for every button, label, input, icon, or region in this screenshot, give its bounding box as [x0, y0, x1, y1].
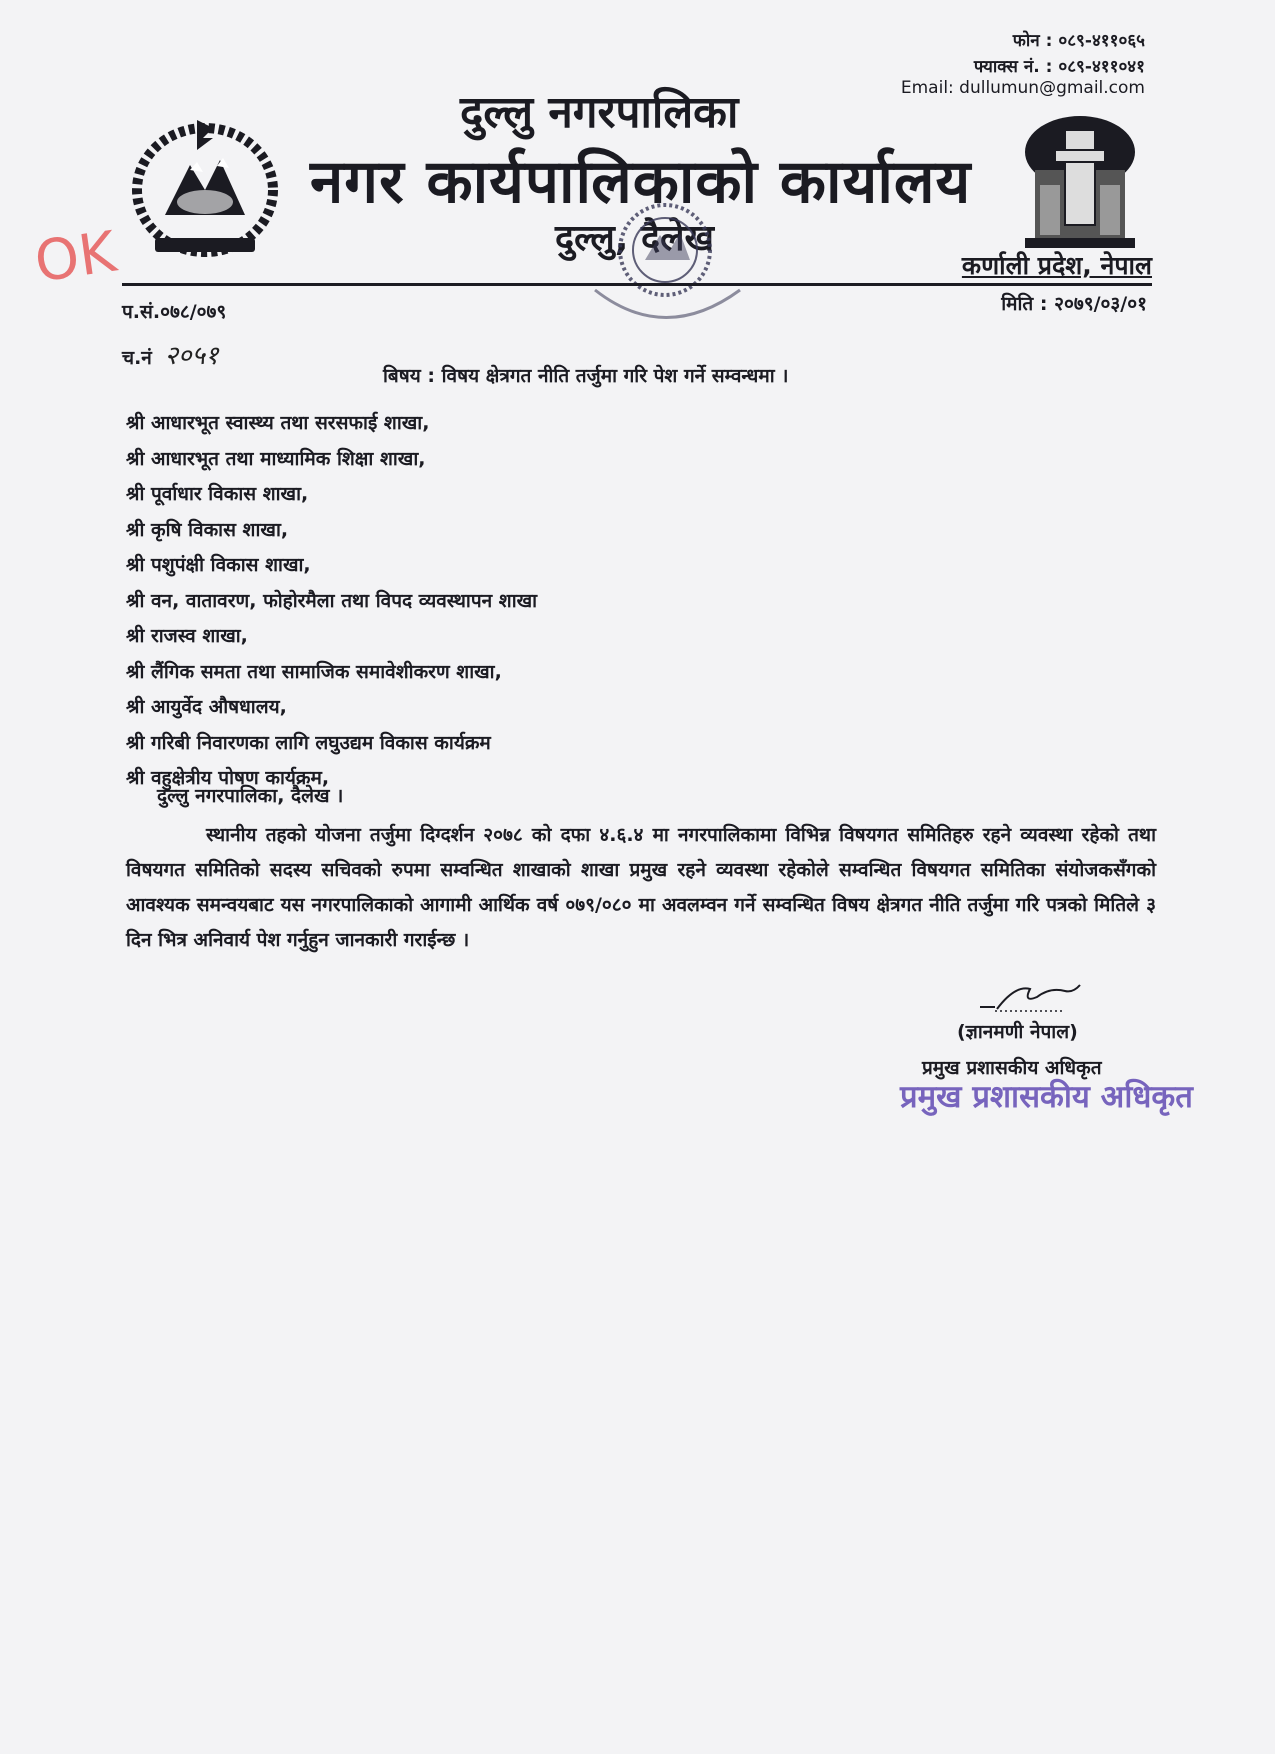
recipient-item: श्री वन, वातावरण, फोहोरमैला तथा विपद व्यवस्थापन शाखा	[126, 589, 538, 612]
letter-body: स्थानीय तहको योजना तर्जुमा दिग्दर्शन २०७८ को दफा ४.६.४ मा नगरपालिकामा विभिन्न विषयगत समितिहरु रहने व्यवस्था रहेको तथा विषयगत समितिको सदस्य सचिवको रुपमा सम्वन्धित शाखाको शाखा प्रमुख रहने व्यवस्था रहेकोले सम्वन्धित विषयगत समितिका संयोजकसँगको आवश्यक समन्वयबाट यस नगरपालिकाको आगामी आर्थिक वर्ष ०७९/०८० मा अवलम्वन गर्ने सम्वन्धित विषय क्षेत्रगत नीति तर्जुमा गरि पत्रको मितिले ३ दिन भित्र अनिवार्य पेश गर्नुहुन जानकारी गराईन्छ ।	[126, 824, 1156, 951]
letter-subject: बिषय : विषय क्षेत्रगत नीति तर्जुमा गरि पेश गर्ने सम्वन्धमा ।	[383, 365, 789, 387]
designation-stamp: प्रमुख प्रशासकीय अधिकृत	[900, 1079, 1193, 1115]
municipality-name: दुल्लु नगरपालिका	[460, 87, 739, 138]
dispatch-label: च.नं	[122, 347, 152, 369]
letter-date: मिति : २०७९/०३/०१	[1001, 293, 1147, 315]
recipient-item: श्री पशुपंक्षी विकास शाखा,	[126, 554, 311, 576]
recipient-item: श्री लैंगिक समता तथा सामाजिक समावेशीकरण शाखा,	[126, 660, 502, 683]
office-seal-stamp	[575, 195, 755, 355]
ok-handwritten-mark: OK	[30, 219, 120, 296]
office-address: दुल्लु, दैलेख	[555, 218, 714, 259]
reference-number: प.सं.०७८/०७९	[122, 301, 227, 323]
recipient-item: श्री राजस्व शाखा,	[126, 625, 248, 647]
email-address: Email: dullumun@gmail.com	[900, 78, 1145, 98]
recipient-item: श्री वहुक्षेत्रीय पोषण कार्यक्रम,	[126, 767, 330, 789]
fax-number: फ्याक्स नं. : ०८९-४११०४१	[973, 57, 1145, 77]
recipient-item: श्री गरिबी निवारणका लागि लघुउद्यम विकास कार्यक्रम	[126, 731, 491, 754]
province-name: कर्णाली प्रदेश, नेपाल	[961, 251, 1152, 280]
signatory-name: (ज्ञानमणी नेपाल)	[957, 1021, 1078, 1043]
recipient-item: श्री आधारभूत स्वास्थ्य तथा सरसफाई शाखा,	[126, 412, 430, 434]
signatory-title: प्रमुख प्रशासकीय अधिकृत	[922, 1057, 1102, 1079]
dispatch-number-value: २०५१	[164, 341, 219, 371]
recipient-closing: दुल्लु नगरपालिका, दैलेख ।	[157, 785, 344, 807]
nepal-emblem-logo	[125, 110, 285, 260]
office-name: नगर कार्यपालिकाको कार्यालय	[310, 147, 972, 217]
municipality-logo	[1015, 110, 1145, 255]
handwritten-signature	[975, 975, 1085, 1015]
recipient-list	[126, 408, 537, 799]
phone-number: फोन : ०८९-४११०६५	[1012, 31, 1145, 51]
recipient-item: श्री पूर्वाधार विकास शाखा,	[126, 483, 309, 505]
dispatch-number	[122, 336, 219, 372]
recipient-item: श्री आयुर्वेद औषधालय,	[126, 696, 287, 718]
recipient-item: श्री आधारभूत तथा माध्यामिक शिक्षा शाखा,	[126, 447, 426, 470]
header-divider	[122, 283, 1152, 286]
recipient-item: श्री कृषि विकास शाखा,	[126, 518, 289, 541]
